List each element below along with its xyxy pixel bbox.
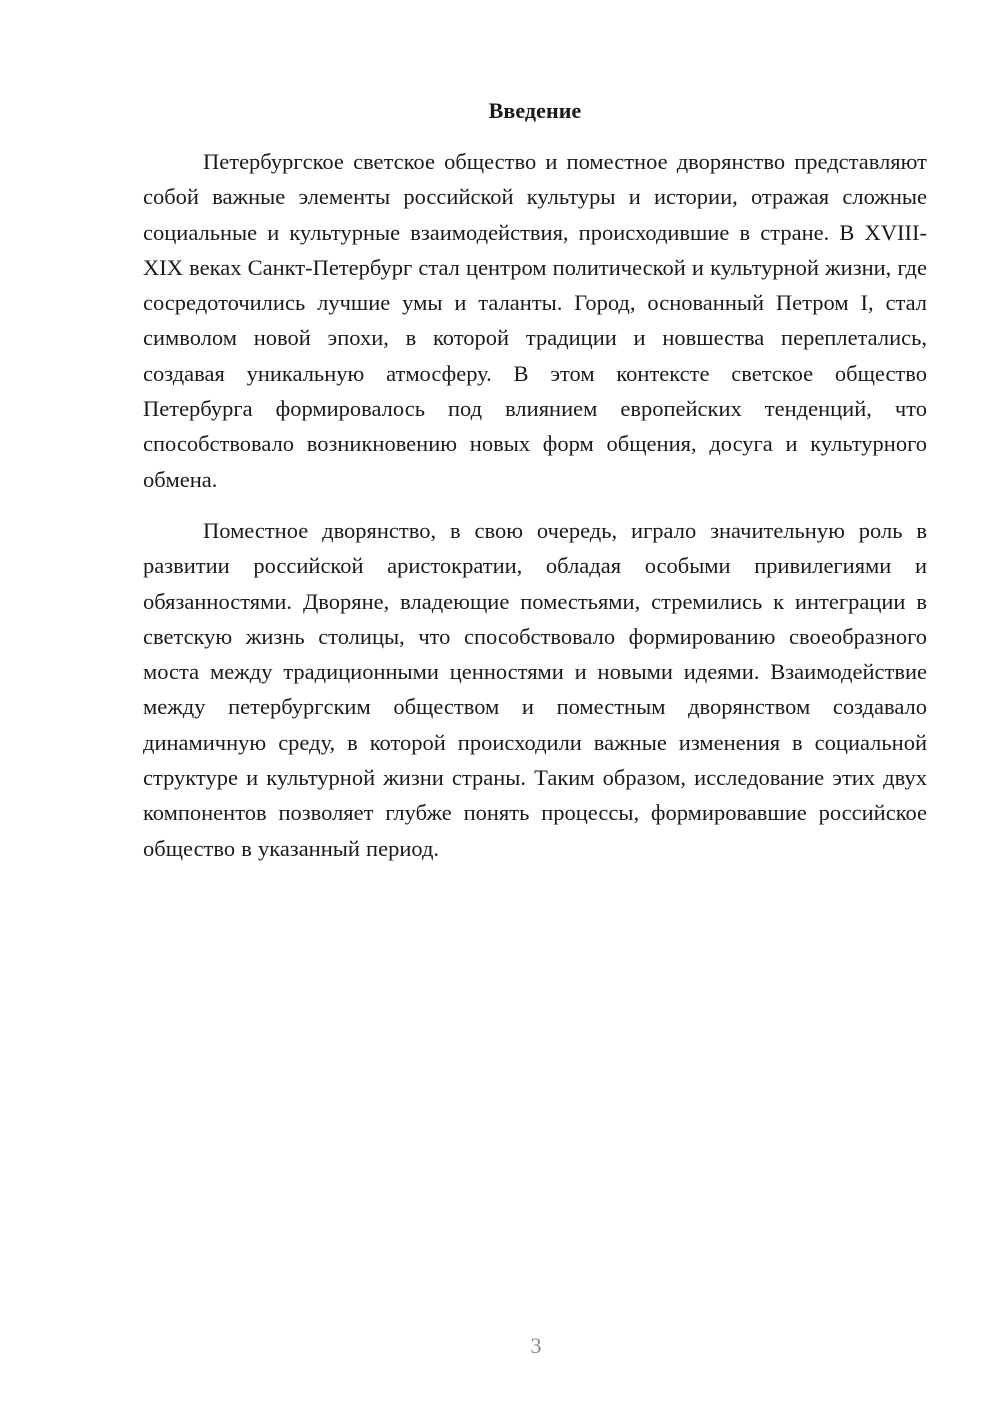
paragraph-1: Петербургское светское общество и поместное дворянство представляют собой важные элементы российской культуры и истории, отражая сложные социальные и культурные взаимодействия, происходившие в стране. В XVIII-XIX веках Санкт-Петербург стал центром политической и культурной жизни, где сосредоточились лучшие умы и таланты. Город, основанный Петром I, стал символом новой эпохи, в которой традиции и новшества переплетались, создавая уникальную атмосферу. В этом контексте светское общество Петербурга формировалось под влиянием европейских тенденций, что способствовало возникновению новых форм общения, досуга и культурного обмена. [143,149,927,492]
section-heading: Введение [488,98,582,123]
page-number: 3 [530,1333,542,1358]
page-content [143,96,927,882]
paragraph-2: Поместное дворянство, в свою очередь, играло значительную роль в развитии российской аристократии, обладая особыми привилегиями и обязанностями. Дворяне, владеющие поместьями, стремились к интеграции в светскую жизнь столицы, что способствовало формированию своеобразного моста между традиционными ценностями и новыми идеями. Взаимодействие между петербургским обществом и поместным дворянством создавало динамичную среду, в которой происходили важные изменения в социальной структуре и культурной жизни страны. Таким образом, исследование этих двух компонентов позволяет глубже понять процессы, формировавшие российское общество в указанный период. [143,517,927,861]
